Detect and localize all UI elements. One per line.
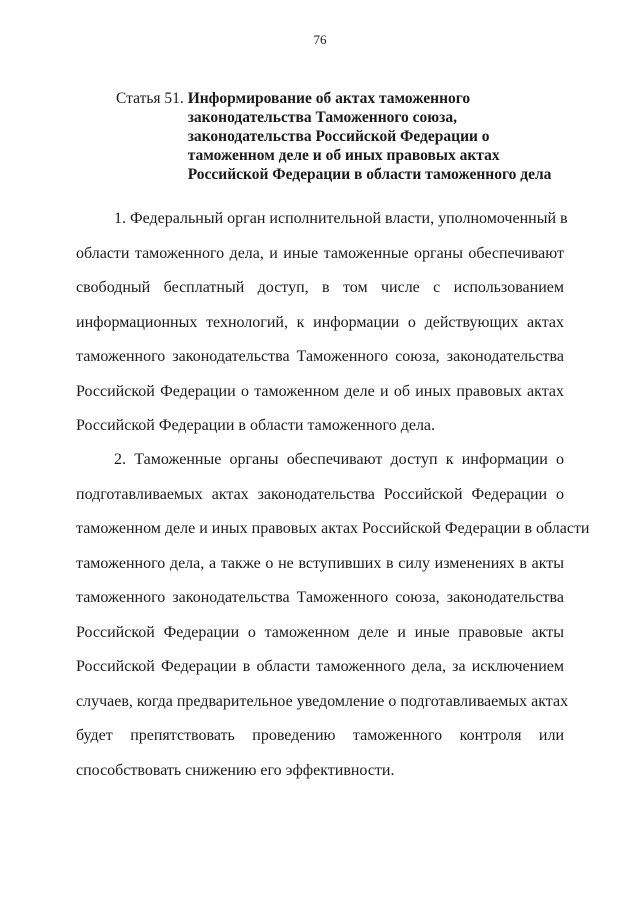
paragraph-line: таможенного законодательства Таможенного союза, законодательства — [76, 348, 564, 365]
article-title-line: законодательства Российской Федерации о — [187, 128, 490, 145]
paragraph-2 — [76, 443, 590, 788]
article-heading — [116, 89, 556, 184]
article-title-line: законодательства Таможенного союза, — [187, 109, 457, 126]
paragraph-line: области таможенного дела, и иные таможенные органы обеспечивают — [76, 244, 564, 262]
paragraph-line: способствовать снижению его эффективности. — [76, 761, 395, 779]
paragraph-line: подготавливаемых актах законодательства Российской Федерации о — [76, 485, 564, 503]
paragraph-line: свободный бесплатный доступ, в том числе с использованием — [76, 279, 564, 296]
paragraph-line: информационных технологий, к информации о действующих актах — [76, 313, 564, 331]
paragraph-line: Российской Федерации в области таможенного дела. — [76, 417, 436, 434]
paragraph-line: Российской Федерации о таможенном деле и об иных правовых актах — [76, 382, 564, 400]
paragraph-1 — [76, 202, 568, 444]
article-title-line: таможенном деле и об иных правовых актах — [187, 147, 500, 164]
paragraph-line: таможенного дела, а также о не вступивших в силу изменениях в акты — [76, 554, 564, 572]
paragraph-line: таможенном деле и иных правовых актах Российской Федерации в области — [76, 520, 590, 537]
article-title-line: Российской Федерации в области таможенного дела — [187, 166, 552, 183]
paragraph-line: 1. Федеральный орган исполнительной власти, уполномоченный в — [114, 210, 568, 227]
page-number: 76 — [313, 32, 327, 47]
article-title-line: Информирование об актах таможенного — [187, 90, 471, 107]
article-label: Статья 51. — [116, 90, 188, 107]
article-title — [188, 89, 556, 184]
paragraph-line: Российской Федерации о таможенном деле и иные правовые акты — [76, 623, 564, 641]
paragraph-line: случаев, когда предварительное уведомление о подготавливаемых актах — [76, 692, 569, 710]
paragraph-line: 2. Таможенные органы обеспечивают доступ к информации о — [114, 451, 564, 468]
paragraph-line: будет препятствовать проведению таможенного контроля или — [76, 727, 564, 744]
paragraph-line: Российской Федерации в области таможенного дела, за исключением — [76, 658, 564, 675]
paragraph-line: таможенного законодательства Таможенного союза, законодательства — [76, 589, 564, 606]
